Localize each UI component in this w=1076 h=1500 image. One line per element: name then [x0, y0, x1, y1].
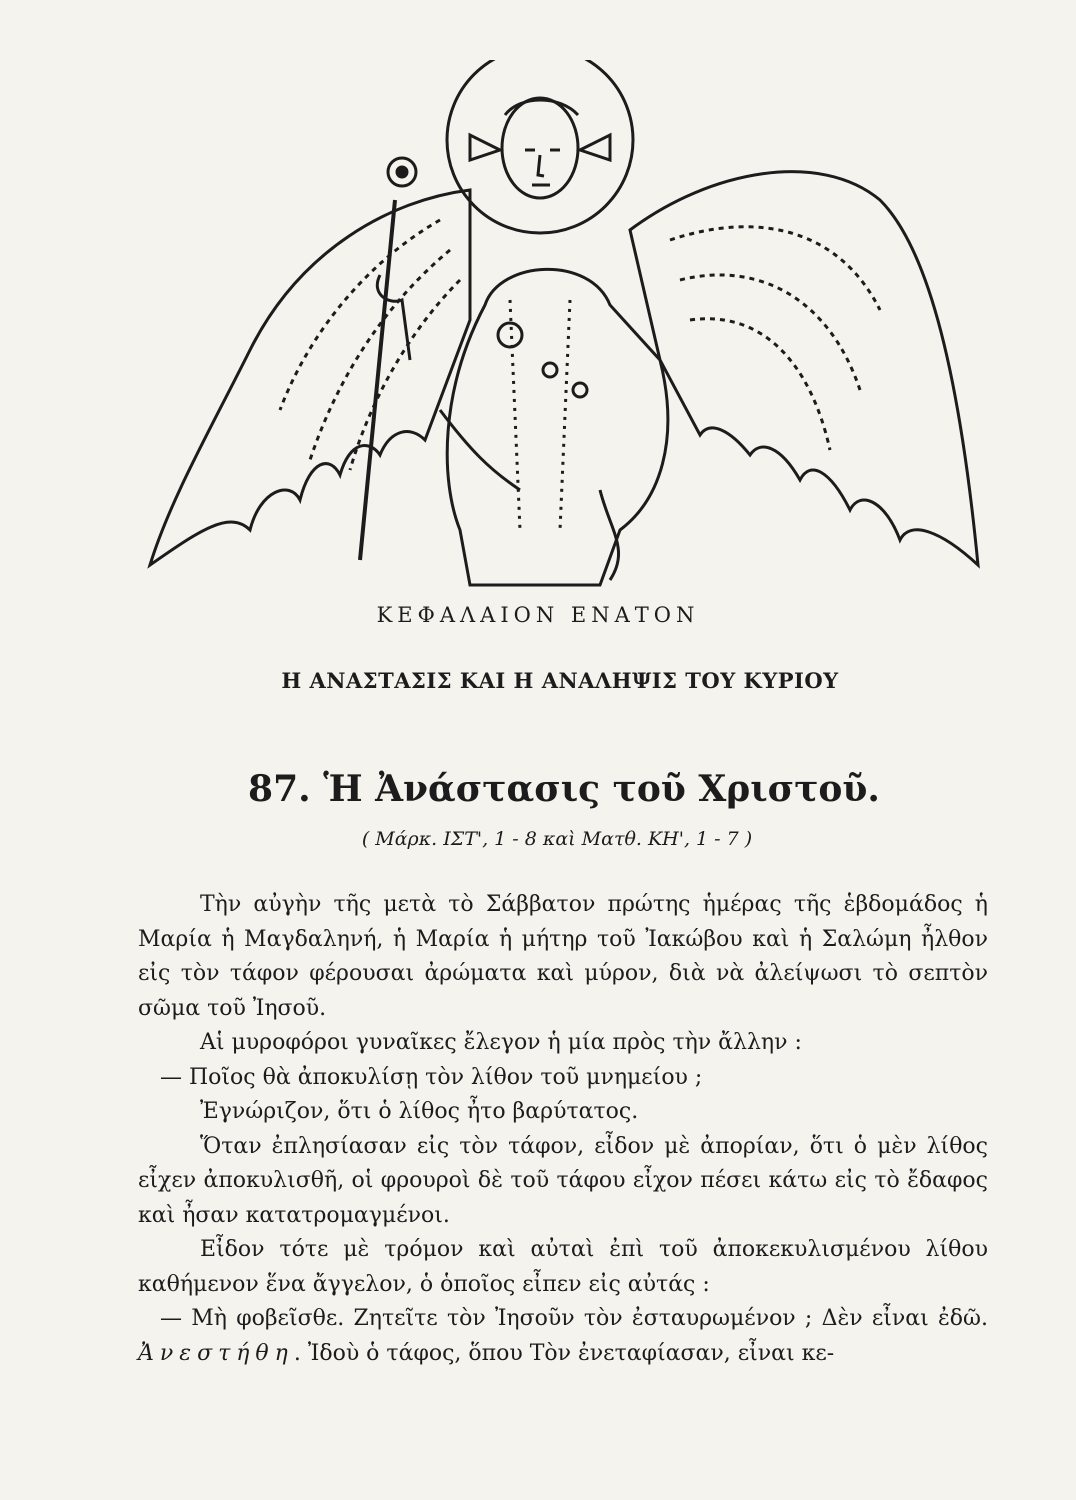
right-wing: [630, 172, 978, 565]
paragraph-1: Τὴν αὐγὴν τῆς μετὰ τὸ Σάββατον πρώτης ἡμέρας τῆς ἑβδομάδος ἡ Μαρία ἡ Μαγδαληνή, ἡ Μαρία ἡ μήτηρ τοῦ Ἰακώβου καὶ ἡ Σαλώμη ἦλθον εἰς τὸν τάφον φέρουσαι ἀρώματα καὶ μύρον, διὰ νὰ ἀλείψωσι τὸ σεπτὸν σῶμα τοῦ Ἰησοῦ.: [138, 892, 988, 1021]
angel-illustration: [140, 60, 980, 600]
section-title: 87. Ἡ Ἀνάστασις τοῦ Χριστοῦ.: [248, 768, 880, 810]
paragraph-2: Αἱ μυροφόροι γυναῖκες ἔλεγον ἡ μία πρὸς τὴν ἄλλην :: [200, 1030, 802, 1055]
paragraph-4: Ἐγνώριζον, ὅτι ὁ λίθος ἦτο βαρύτατος.: [200, 1099, 639, 1124]
left-wing: [150, 190, 470, 565]
paragraph-3: — Ποῖος θὰ ἀποκυλίσῃ τὸν λίθον τοῦ μνημείου ;: [160, 1064, 703, 1090]
chapter-subtitle: Η ΑΝΑΣΤΑΣΙΣ ΚΑΙ Η ΑΝΑΛΗΨΙΣ ΤΟΥ ΚΥΡΙΟΥ: [281, 668, 839, 693]
chapter-heading: ΚΕΦΑΛΑΙΟΝ ΕΝΑΤΟΝ: [376, 603, 700, 627]
paragraph-6: Εἶδον τότε μὲ τρόμον καὶ αὐταὶ ἐπὶ τοῦ ἀποκεκυλισμένου λίθου καθήμενον ἕνα ἄγγελον, ὁ ὁποῖος εἶπεν εἰς αὐτάς :: [138, 1237, 988, 1297]
angel-head: [502, 98, 578, 198]
paragraph-5: Ὅταν ἐπλησίασαν εἰς τὸν τάφον, εἶδον μὲ ἀπορίαν, ὅτι ὁ μὲν λίθος εἶχεν ἀποκυλισθῆ, οἱ φρουροὶ δὲ τοῦ τάφου εἶχον πέσει κάτω εἰς τὸ ἔδαφος καὶ ἦσαν κατατρομαγμένοι.: [138, 1133, 988, 1228]
halo: [447, 60, 633, 233]
paragraph-7: [138, 1302, 988, 1371]
staff: [360, 200, 395, 560]
scripture-reference: ( Μάρκ. ΙΣΤ', 1 - 8 καὶ Ματθ. ΚΗ', 1 - 7 ): [361, 828, 753, 850]
body-text: [138, 888, 988, 1371]
paragraph-7-part-c: . Ἰδοὺ ὁ τάφος, ὅπου Τὸν ἐνεταφίασαν, εἶναι κε-: [293, 1340, 835, 1366]
emphasized-word: Ἀνεστήθη: [138, 1340, 294, 1366]
angel-icon: [150, 60, 978, 585]
paragraph-7-part-a: — Μὴ φοβεῖσθε. Ζητεῖτε τὸν Ἰησοῦν τὸν ἐσταυρωμένον ; Δὲν εἶναι ἐδῶ.: [160, 1306, 988, 1331]
angel-body: [447, 269, 668, 585]
